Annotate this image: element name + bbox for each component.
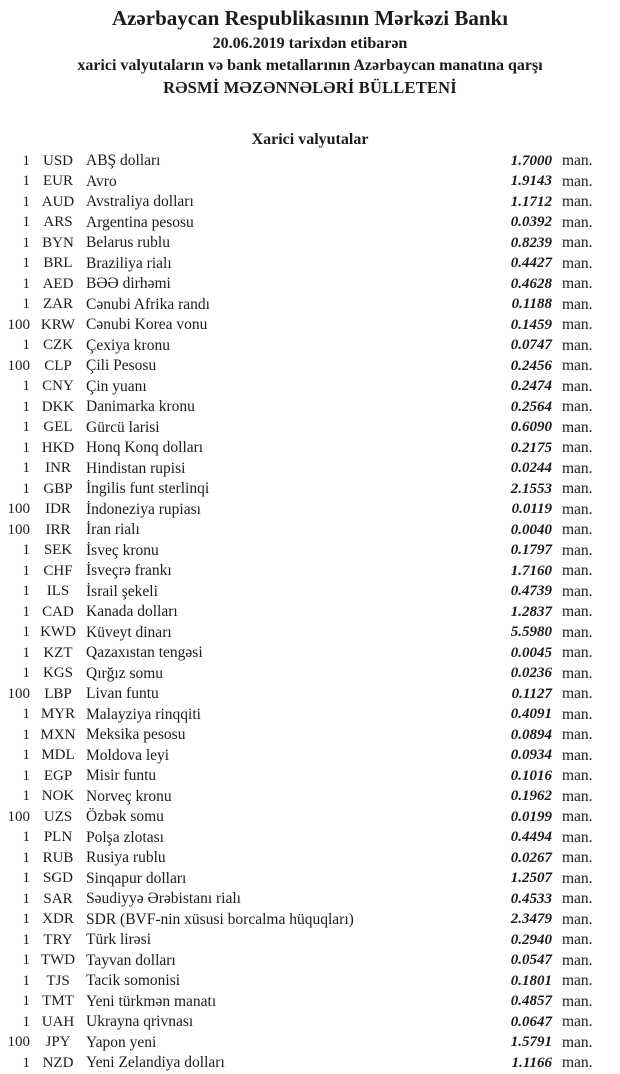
rate-row bbox=[0, 295, 620, 316]
currency-quantity: 1 bbox=[22, 480, 30, 497]
currency-quantity: 1 bbox=[22, 337, 30, 354]
unit-label: man. bbox=[562, 357, 593, 375]
exchange-rate: 0.1801 bbox=[510, 972, 552, 989]
currency-name: Tayvan dolları bbox=[86, 951, 176, 969]
exchange-rate: 1.2507 bbox=[510, 870, 552, 887]
currency-code: CLP bbox=[44, 357, 72, 374]
currency-code: CZK bbox=[43, 337, 73, 354]
currency-quantity: 1 bbox=[22, 747, 30, 764]
currency-name: Livan funtu bbox=[86, 685, 159, 703]
currency-code: BYN bbox=[42, 234, 74, 251]
rate-row bbox=[0, 602, 620, 623]
currency-name: Qazaxıstan tengəsi bbox=[86, 644, 203, 662]
rate-row bbox=[0, 664, 620, 685]
unit-label: man. bbox=[562, 336, 593, 354]
currency-name: Tacik somonisi bbox=[86, 972, 181, 990]
exchange-rate: 0.0244 bbox=[510, 460, 552, 477]
rate-row bbox=[0, 356, 620, 377]
currency-code: ILS bbox=[46, 583, 70, 600]
exchange-rate: 0.4739 bbox=[510, 583, 552, 600]
currency-code: RUB bbox=[42, 849, 74, 866]
rate-row bbox=[0, 438, 620, 459]
document-header bbox=[0, 0, 620, 99]
unit-label: man. bbox=[562, 746, 593, 764]
currency-code: GBP bbox=[43, 480, 73, 497]
currency-name: İngilis funt sterlinqi bbox=[86, 480, 210, 498]
unit-label: man. bbox=[562, 951, 593, 969]
rate-row bbox=[0, 746, 620, 767]
exchange-rate: 1.1166 bbox=[511, 1054, 552, 1071]
currency-quantity: 1 bbox=[22, 583, 30, 600]
currency-code: XDR bbox=[42, 911, 74, 928]
currency-quantity: 1 bbox=[22, 767, 30, 784]
exchange-rate: 0.0040 bbox=[510, 521, 552, 538]
currency-quantity: 1 bbox=[22, 193, 30, 210]
currency-quantity: 1 bbox=[22, 644, 30, 661]
currency-quantity: 1 bbox=[22, 849, 30, 866]
rate-row bbox=[0, 807, 620, 828]
exchange-rate: 0.4857 bbox=[510, 993, 552, 1010]
currency-name: Səudiyyə Ərəbistanı rialı bbox=[86, 890, 241, 908]
rate-row bbox=[0, 1053, 620, 1074]
unit-label: man. bbox=[562, 849, 593, 867]
rate-row bbox=[0, 582, 620, 603]
unit-label: man. bbox=[562, 275, 593, 293]
rate-row bbox=[0, 520, 620, 541]
unit-label: man. bbox=[562, 1033, 593, 1051]
exchange-rate: 2.1553 bbox=[510, 480, 552, 497]
exchange-rate: 0.1127 bbox=[511, 685, 552, 702]
currency-quantity: 1 bbox=[22, 173, 30, 190]
unit-label: man. bbox=[562, 193, 593, 211]
bank-name-title: Azərbaycan Respublikasının Mərkəzi Bankı bbox=[111, 6, 509, 30]
currency-name: ABŞ dolları bbox=[86, 152, 161, 170]
currency-name: Malayziya rinqqiti bbox=[86, 705, 201, 723]
currency-name: Moldova leyi bbox=[86, 746, 170, 764]
currency-quantity: 1 bbox=[22, 398, 30, 415]
unit-label: man. bbox=[562, 459, 593, 477]
exchange-rate: 0.2474 bbox=[510, 378, 552, 395]
currency-name: SDR (BVF-nin xüsusi borcalma hüquqları) bbox=[86, 910, 354, 928]
currency-quantity: 100 bbox=[7, 1034, 30, 1051]
bulletin-title: RƏSMİ MƏZƏNNƏLƏRİ BÜLLETENİ bbox=[163, 78, 457, 97]
currency-name: Yapon yeni bbox=[86, 1033, 157, 1051]
rate-row bbox=[0, 930, 620, 951]
currency-name: Polşa zlotası bbox=[86, 828, 164, 846]
unit-label: man. bbox=[562, 664, 593, 682]
exchange-rate: 0.4494 bbox=[510, 829, 552, 846]
currency-code: JPY bbox=[45, 1034, 71, 1051]
currency-name: Misir funtu bbox=[86, 767, 157, 785]
currency-code: CAD bbox=[42, 603, 74, 620]
exchange-rate: 0.4427 bbox=[510, 255, 552, 272]
currency-code: KGS bbox=[42, 665, 73, 682]
exchange-rate: 0.0547 bbox=[510, 952, 552, 969]
currency-name: Cənubi Afrika randı bbox=[86, 295, 210, 313]
currency-code: GEL bbox=[43, 419, 73, 436]
rate-row bbox=[0, 274, 620, 295]
rate-row bbox=[0, 377, 620, 398]
unit-label: man. bbox=[562, 377, 593, 395]
currency-code: ZAR bbox=[43, 296, 73, 313]
currency-name: Danimarka kronu bbox=[86, 398, 195, 416]
currency-name: İsveç kronu bbox=[86, 541, 159, 559]
exchange-rate: 1.5791 bbox=[510, 1034, 552, 1051]
rate-row bbox=[0, 971, 620, 992]
currency-code: UAH bbox=[41, 1013, 75, 1030]
currency-quantity: 100 bbox=[7, 808, 30, 825]
currency-quantity: 1 bbox=[22, 542, 30, 559]
unit-label: man. bbox=[562, 705, 593, 723]
currency-code: USD bbox=[42, 152, 73, 169]
currency-quantity: 1 bbox=[22, 993, 30, 1010]
unit-label: man. bbox=[562, 500, 593, 518]
exchange-rate: 0.1188 bbox=[511, 296, 552, 313]
currency-name: Yeni türkmən manatı bbox=[86, 992, 217, 1010]
currency-code: NZD bbox=[42, 1054, 74, 1071]
currency-quantity: 1 bbox=[22, 152, 30, 169]
currency-name: Ukrayna qrivnası bbox=[86, 1013, 194, 1031]
exchange-rate: 2.3479 bbox=[510, 911, 552, 928]
unit-label: man. bbox=[562, 562, 593, 580]
exchange-rate: 0.0392 bbox=[510, 214, 552, 231]
currency-code: CHF bbox=[43, 562, 73, 579]
unit-label: man. bbox=[562, 316, 593, 334]
currency-code: CNY bbox=[42, 378, 74, 395]
currency-code: KZT bbox=[43, 644, 73, 661]
currency-name: Küveyt dinarı bbox=[86, 623, 172, 641]
exchange-rate: 0.4628 bbox=[510, 275, 552, 292]
currency-name: Braziliya rialı bbox=[86, 254, 172, 272]
currency-code: INR bbox=[45, 460, 71, 477]
currency-code: EGP bbox=[43, 767, 73, 784]
currency-code: PLN bbox=[43, 829, 73, 846]
currency-name: Özbək somu bbox=[86, 808, 164, 826]
rate-row bbox=[0, 213, 620, 234]
exchange-rate: 0.0236 bbox=[510, 665, 552, 682]
currency-name: Argentina pesosu bbox=[86, 213, 194, 231]
currency-name: Sinqapur dolları bbox=[86, 869, 187, 887]
currency-quantity: 100 bbox=[7, 357, 30, 374]
currency-quantity: 1 bbox=[22, 911, 30, 928]
rate-row bbox=[0, 910, 620, 931]
currency-quantity: 1 bbox=[22, 665, 30, 682]
currency-name: İsrail şekeli bbox=[86, 582, 158, 600]
exchange-rate: 0.1797 bbox=[510, 542, 552, 559]
currency-quantity: 1 bbox=[22, 214, 30, 231]
currency-code: LBP bbox=[44, 685, 72, 702]
currency-name: Rusiya rublu bbox=[86, 849, 166, 867]
currency-name: Kanada dolları bbox=[86, 603, 178, 621]
rate-row bbox=[0, 151, 620, 172]
exchange-rate: 0.4091 bbox=[510, 706, 552, 723]
currency-quantity: 1 bbox=[22, 890, 30, 907]
unit-label: man. bbox=[562, 521, 593, 539]
unit-label: man. bbox=[562, 213, 593, 231]
unit-label: man. bbox=[562, 172, 593, 190]
currency-code: EUR bbox=[43, 173, 73, 190]
exchange-rate: 0.0647 bbox=[510, 1013, 552, 1030]
currency-code: TWD bbox=[40, 952, 76, 969]
currency-quantity: 1 bbox=[22, 296, 30, 313]
rate-row bbox=[0, 1012, 620, 1033]
rate-row bbox=[0, 643, 620, 664]
currency-name: Qırğız somu bbox=[86, 664, 164, 682]
exchange-rate: 0.0045 bbox=[510, 644, 552, 661]
currency-code: MXN bbox=[40, 726, 76, 743]
currency-quantity: 1 bbox=[22, 726, 30, 743]
exchange-rate: 5.5980 bbox=[510, 624, 552, 641]
currency-quantity: 1 bbox=[22, 562, 30, 579]
exchange-rate: 0.2940 bbox=[510, 931, 552, 948]
currency-quantity: 1 bbox=[22, 952, 30, 969]
unit-label: man. bbox=[562, 992, 593, 1010]
rate-row bbox=[0, 397, 620, 418]
currency-code: ARS bbox=[43, 214, 73, 231]
unit-label: man. bbox=[562, 582, 593, 600]
currency-name: İndoneziya rupiası bbox=[86, 500, 201, 518]
rate-row bbox=[0, 705, 620, 726]
effective-date-line: 20.06.2019 tarixdən etibarən bbox=[212, 35, 408, 52]
currency-code: DKK bbox=[41, 398, 75, 415]
currency-name: Hindistan rupisi bbox=[86, 459, 186, 477]
unit-label: man. bbox=[562, 644, 593, 662]
currency-code: KWD bbox=[40, 624, 76, 641]
exchange-rate: 1.1712 bbox=[510, 193, 552, 210]
rate-row bbox=[0, 951, 620, 972]
exchange-rate: 0.8239 bbox=[510, 234, 552, 251]
currency-quantity: 1 bbox=[22, 931, 30, 948]
exchange-rate: 0.0199 bbox=[510, 808, 552, 825]
rate-row bbox=[0, 766, 620, 787]
currency-code: KRW bbox=[40, 316, 76, 333]
rate-row bbox=[0, 479, 620, 500]
rate-row bbox=[0, 623, 620, 644]
unit-label: man. bbox=[562, 910, 593, 928]
currency-code: TRY bbox=[43, 931, 73, 948]
unit-label: man. bbox=[562, 152, 593, 170]
rate-row bbox=[0, 254, 620, 275]
exchange-rate: 1.7160 bbox=[510, 562, 552, 579]
currency-quantity: 1 bbox=[22, 1054, 30, 1071]
currency-quantity: 1 bbox=[22, 829, 30, 846]
currency-code: SEK bbox=[43, 542, 73, 559]
unit-label: man. bbox=[562, 685, 593, 703]
currency-code: NOK bbox=[41, 788, 75, 805]
currency-code: HKD bbox=[41, 439, 75, 456]
currency-code: MDL bbox=[41, 747, 75, 764]
unit-label: man. bbox=[562, 603, 593, 621]
rate-row bbox=[0, 459, 620, 480]
rate-row bbox=[0, 848, 620, 869]
rate-row bbox=[0, 561, 620, 582]
currency-name: Çili Pesosu bbox=[86, 357, 157, 375]
exchange-rate: 0.2564 bbox=[510, 398, 552, 415]
currency-quantity: 1 bbox=[22, 624, 30, 641]
rate-row bbox=[0, 992, 620, 1013]
currency-quantity: 1 bbox=[22, 378, 30, 395]
currency-quantity: 100 bbox=[7, 316, 30, 333]
exchange-rate: 0.1962 bbox=[510, 788, 552, 805]
currency-name: İran rialı bbox=[86, 521, 140, 539]
section-title-foreign-currencies: Xarici valyutalar bbox=[251, 131, 369, 148]
currency-code: AUD bbox=[41, 193, 75, 210]
rate-row bbox=[0, 787, 620, 808]
unit-label: man. bbox=[562, 972, 593, 990]
currency-name: Gürcü larisi bbox=[86, 418, 160, 436]
unit-label: man. bbox=[562, 398, 593, 416]
rate-row bbox=[0, 192, 620, 213]
rate-row bbox=[0, 684, 620, 705]
unit-label: man. bbox=[562, 1054, 593, 1072]
rate-row bbox=[0, 336, 620, 357]
currency-code: AED bbox=[42, 275, 74, 292]
currency-quantity: 100 bbox=[7, 501, 30, 518]
unit-label: man. bbox=[562, 295, 593, 313]
currency-quantity: 1 bbox=[22, 439, 30, 456]
unit-label: man. bbox=[562, 439, 593, 457]
rate-row bbox=[0, 172, 620, 193]
currency-name: Yeni Zelandiya dolları bbox=[86, 1054, 225, 1072]
rate-row bbox=[0, 828, 620, 849]
exchange-rate: 0.0747 bbox=[510, 337, 552, 354]
currency-quantity: 1 bbox=[22, 788, 30, 805]
exchange-rates-table bbox=[0, 151, 620, 1074]
currency-code: SAR bbox=[43, 890, 73, 907]
exchange-rate: 1.7000 bbox=[510, 152, 552, 169]
currency-name: Avro bbox=[86, 172, 117, 190]
currency-code: SGD bbox=[42, 870, 73, 887]
rate-row bbox=[0, 233, 620, 254]
exchange-rate: 1.9143 bbox=[510, 173, 552, 190]
unit-label: man. bbox=[562, 480, 593, 498]
currency-quantity: 1 bbox=[22, 255, 30, 272]
unit-label: man. bbox=[562, 828, 593, 846]
currency-code: UZS bbox=[43, 808, 73, 825]
currency-quantity: 100 bbox=[7, 521, 30, 538]
exchange-rate: 0.2175 bbox=[510, 439, 552, 456]
exchange-rate: 0.1016 bbox=[510, 767, 552, 784]
currency-code: TJS bbox=[46, 972, 70, 989]
unit-label: man. bbox=[562, 787, 593, 805]
unit-label: man. bbox=[562, 767, 593, 785]
currency-name: Norveç kronu bbox=[86, 787, 172, 805]
currency-quantity: 1 bbox=[22, 972, 30, 989]
currency-name: Çin yuanı bbox=[86, 377, 147, 395]
currency-quantity: 100 bbox=[7, 685, 30, 702]
currency-code: IDR bbox=[45, 501, 71, 518]
currency-quantity: 1 bbox=[22, 870, 30, 887]
unit-label: man. bbox=[562, 890, 593, 908]
unit-label: man. bbox=[562, 808, 593, 826]
unit-label: man. bbox=[562, 869, 593, 887]
currency-name: Cənubi Korea vonu bbox=[86, 316, 208, 334]
exchange-rate: 1.2837 bbox=[510, 603, 552, 620]
unit-label: man. bbox=[562, 623, 593, 641]
currency-name: Belarus rublu bbox=[86, 234, 170, 252]
currency-name: BƏƏ dirhəmi bbox=[86, 275, 171, 293]
unit-label: man. bbox=[562, 254, 593, 272]
exchange-rate: 0.0119 bbox=[511, 501, 552, 518]
exchange-rate: 0.0934 bbox=[510, 747, 552, 764]
unit-label: man. bbox=[562, 418, 593, 436]
unit-label: man. bbox=[562, 234, 593, 252]
subject-line: xarici valyutaların və bank metallarının Azərbaycan manatına qarşı bbox=[77, 57, 543, 74]
currency-code: BRL bbox=[43, 255, 73, 272]
exchange-rate: 0.0894 bbox=[510, 726, 552, 743]
currency-quantity: 1 bbox=[22, 275, 30, 292]
rate-row bbox=[0, 725, 620, 746]
currency-code: TMT bbox=[42, 993, 74, 1010]
currency-quantity: 1 bbox=[22, 419, 30, 436]
rate-row bbox=[0, 1033, 620, 1054]
exchange-rate: 0.0267 bbox=[510, 849, 552, 866]
rate-row bbox=[0, 418, 620, 439]
currency-quantity: 1 bbox=[22, 1013, 30, 1030]
currency-name: Meksika pesosu bbox=[86, 726, 186, 744]
rate-row bbox=[0, 541, 620, 562]
exchange-rate: 0.1459 bbox=[510, 316, 552, 333]
currency-quantity: 1 bbox=[22, 706, 30, 723]
currency-name: Honq Konq dolları bbox=[86, 439, 204, 457]
currency-code: IRR bbox=[45, 521, 71, 538]
exchange-rate: 0.6090 bbox=[510, 419, 552, 436]
currency-name: Avstraliya dolları bbox=[86, 193, 194, 211]
unit-label: man. bbox=[562, 726, 593, 744]
unit-label: man. bbox=[562, 541, 593, 559]
rate-row bbox=[0, 500, 620, 521]
exchange-rate: 0.4533 bbox=[510, 890, 552, 907]
unit-label: man. bbox=[562, 1013, 593, 1031]
rate-row bbox=[0, 869, 620, 890]
currency-name: İsveçrə frankı bbox=[86, 562, 172, 580]
currency-quantity: 1 bbox=[22, 234, 30, 251]
currency-quantity: 1 bbox=[22, 460, 30, 477]
rate-row bbox=[0, 889, 620, 910]
currency-name: Çexiya kronu bbox=[86, 336, 170, 354]
rate-row bbox=[0, 315, 620, 336]
currency-name: Türk lirəsi bbox=[86, 931, 151, 949]
exchange-rate: 0.2456 bbox=[510, 357, 552, 374]
currency-code: MYR bbox=[40, 706, 76, 723]
currency-quantity: 1 bbox=[22, 603, 30, 620]
unit-label: man. bbox=[562, 931, 593, 949]
